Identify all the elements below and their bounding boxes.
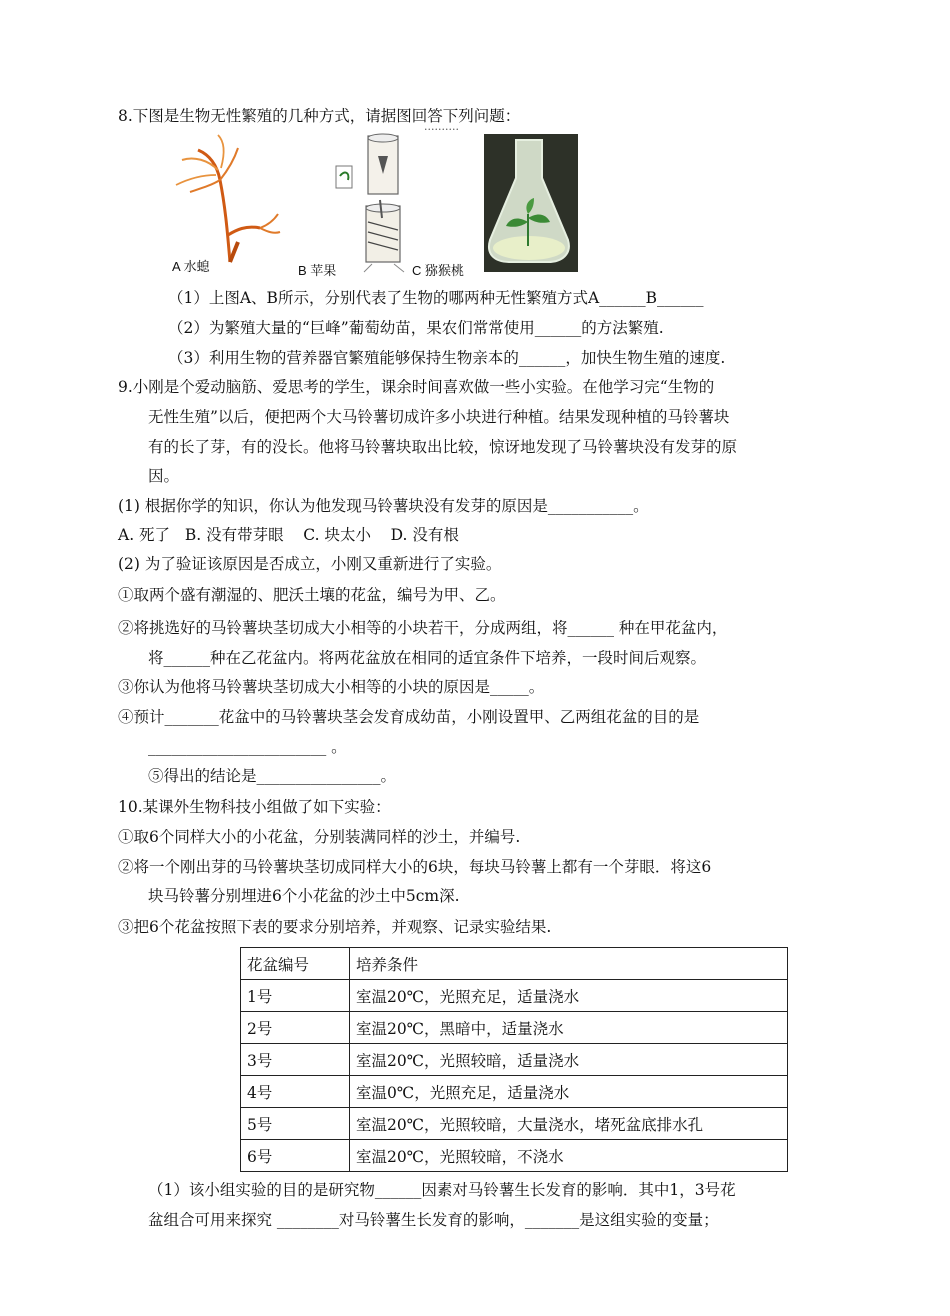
fig-dots: ·········· xyxy=(424,123,459,136)
fig-label-a: A 水螅 xyxy=(172,259,210,274)
q10-step-1: ①取6个同样大小的小花盆，分别装满同样的沙土，并编号. xyxy=(118,828,521,846)
fig-label-c: C 猕猴桃 xyxy=(412,263,465,278)
table-row xyxy=(241,1140,788,1172)
table-row xyxy=(241,1076,788,1108)
q9-line-2: 无性生殖”以后，便把两个大马铃薯切成许多小块进行种植。结果发现种植的马铃薯块 xyxy=(148,408,730,426)
table-header-cell: 花盆编号 xyxy=(241,948,350,980)
hydra-illustration xyxy=(176,135,280,262)
q10-step-2b: 块马铃薯分别埋进6个小花盆的沙土中5cm深. xyxy=(148,887,460,905)
table-row xyxy=(241,1012,788,1044)
table-cell: 室温20℃，光照较暗，大量浇水，堵死盆底排水孔 xyxy=(350,1108,788,1140)
table-header-row xyxy=(241,948,788,980)
table-cell: 6号 xyxy=(241,1140,350,1172)
q10-title: 10.某课外生物科技小组做了如下实验： xyxy=(118,798,391,816)
table-row xyxy=(241,980,788,1012)
table-cell: 室温0℃，光照充足，适量浇水 xyxy=(350,1076,788,1108)
table-cell: 3号 xyxy=(241,1044,350,1076)
q9-part-2: (2) 为了验证该原因是否成立，小刚又重新进行了实验。 xyxy=(118,555,502,573)
tissue-culture-flask xyxy=(484,134,578,272)
table-cell: 4号 xyxy=(241,1076,350,1108)
q9-part-1: (1) 根据你学的知识，你认为他发现马铃薯块没有发芽的原因是___________。 xyxy=(118,497,649,515)
q8-item-2: （2）为繁殖大量的“巨峰”葡萄幼苗，果农们常常使用______的方法繁殖. xyxy=(168,319,664,337)
q8-item-3: （3）利用生物的营养器官繁殖能够保持生物亲本的______，加快生物生殖的速度. xyxy=(168,349,726,367)
fig-label-b: B 苹果 xyxy=(298,263,337,278)
table-cell: 2号 xyxy=(241,1012,350,1044)
q9-step-5: ⑤得出的结论是________________。 xyxy=(148,767,397,785)
table-header-cell: 培养条件 xyxy=(350,948,788,980)
q9-line-1: 9.小刚是个爱动脑筋、爱思考的学生，课余时间喜欢做一些小实验。在他学习完“生物的 xyxy=(118,378,715,396)
reproduction-figure xyxy=(168,130,580,280)
q9-step-1: ①取两个盛有潮湿的、肥沃土壤的花盆，编号为甲、乙。 xyxy=(118,586,506,604)
q10-step-3: ③把6个花盆按照下表的要求分别培养，并观察、记录实验结果. xyxy=(118,918,552,936)
q9-step-2a: ②将挑选好的马铃薯块茎切成大小相等的小块若干，分成两组，将______ 种在甲花盆内， xyxy=(118,619,728,637)
q10-question-1a: （1）该小组实验的目的是研究物______因素对马铃薯生长发育的影响．其中1，3号花 xyxy=(148,1181,736,1199)
q8-title: 8.下图是生物无性繁殖的几种方式，请据图回答下列问题： xyxy=(118,107,521,125)
table-cell: 室温20℃，黑暗中，适量浇水 xyxy=(350,1012,788,1044)
table-cell: 室温20℃，光照较暗，适量浇水 xyxy=(350,1044,788,1076)
culture-conditions-table xyxy=(240,947,788,1172)
q9-line-3: 有的长了芽，有的没长。他将马铃薯块取出比较，惊讶地发现了马铃薯块没有发芽的原 xyxy=(148,438,738,456)
q9-step-4b: _______________________ 。 xyxy=(148,738,347,756)
q9-step-4a: ④预计_______花盆中的马铃薯块茎会发育成幼苗，小刚设置甲、乙两组花盆的目的是 xyxy=(118,708,700,726)
q8-item-1: （1）上图A、B所示，分别代表了生物的哪两种无性繁殖方式A______B______ xyxy=(168,289,704,307)
apple-grafting-illustration xyxy=(336,134,404,272)
reproduction-illustrations xyxy=(168,130,580,280)
q10-question-1b: 盆组合可用来探究 ________对马铃薯生长发育的影响，_______是这组实验的变量； xyxy=(148,1211,719,1229)
table-cell: 1号 xyxy=(241,980,350,1012)
q9-line-4: 因。 xyxy=(148,467,180,485)
table-row xyxy=(241,1108,788,1140)
table-cell: 室温20℃，光照较暗，不浇水 xyxy=(350,1140,788,1172)
table-row xyxy=(241,1044,788,1076)
table-cell: 室温20℃，光照充足，适量浇水 xyxy=(350,980,788,1012)
table-cell: 5号 xyxy=(241,1108,350,1140)
q9-step-2b: 将______种在乙花盆内。将两花盆放在相同的适宜条件下培养，一段时间后观察。 xyxy=(148,649,707,667)
q10-step-2a: ②将一个刚出芽的马铃薯块茎切成同样大小的6块，每块马铃薯上都有一个芽眼．将这6 xyxy=(118,858,712,876)
q9-step-3: ③你认为他将马铃薯块茎切成大小相等的小块的原因是_____。 xyxy=(118,678,545,696)
q9-options: A. 死了 B. 没有带芽眼 C. 块太小 D. 没有根 xyxy=(118,526,459,544)
